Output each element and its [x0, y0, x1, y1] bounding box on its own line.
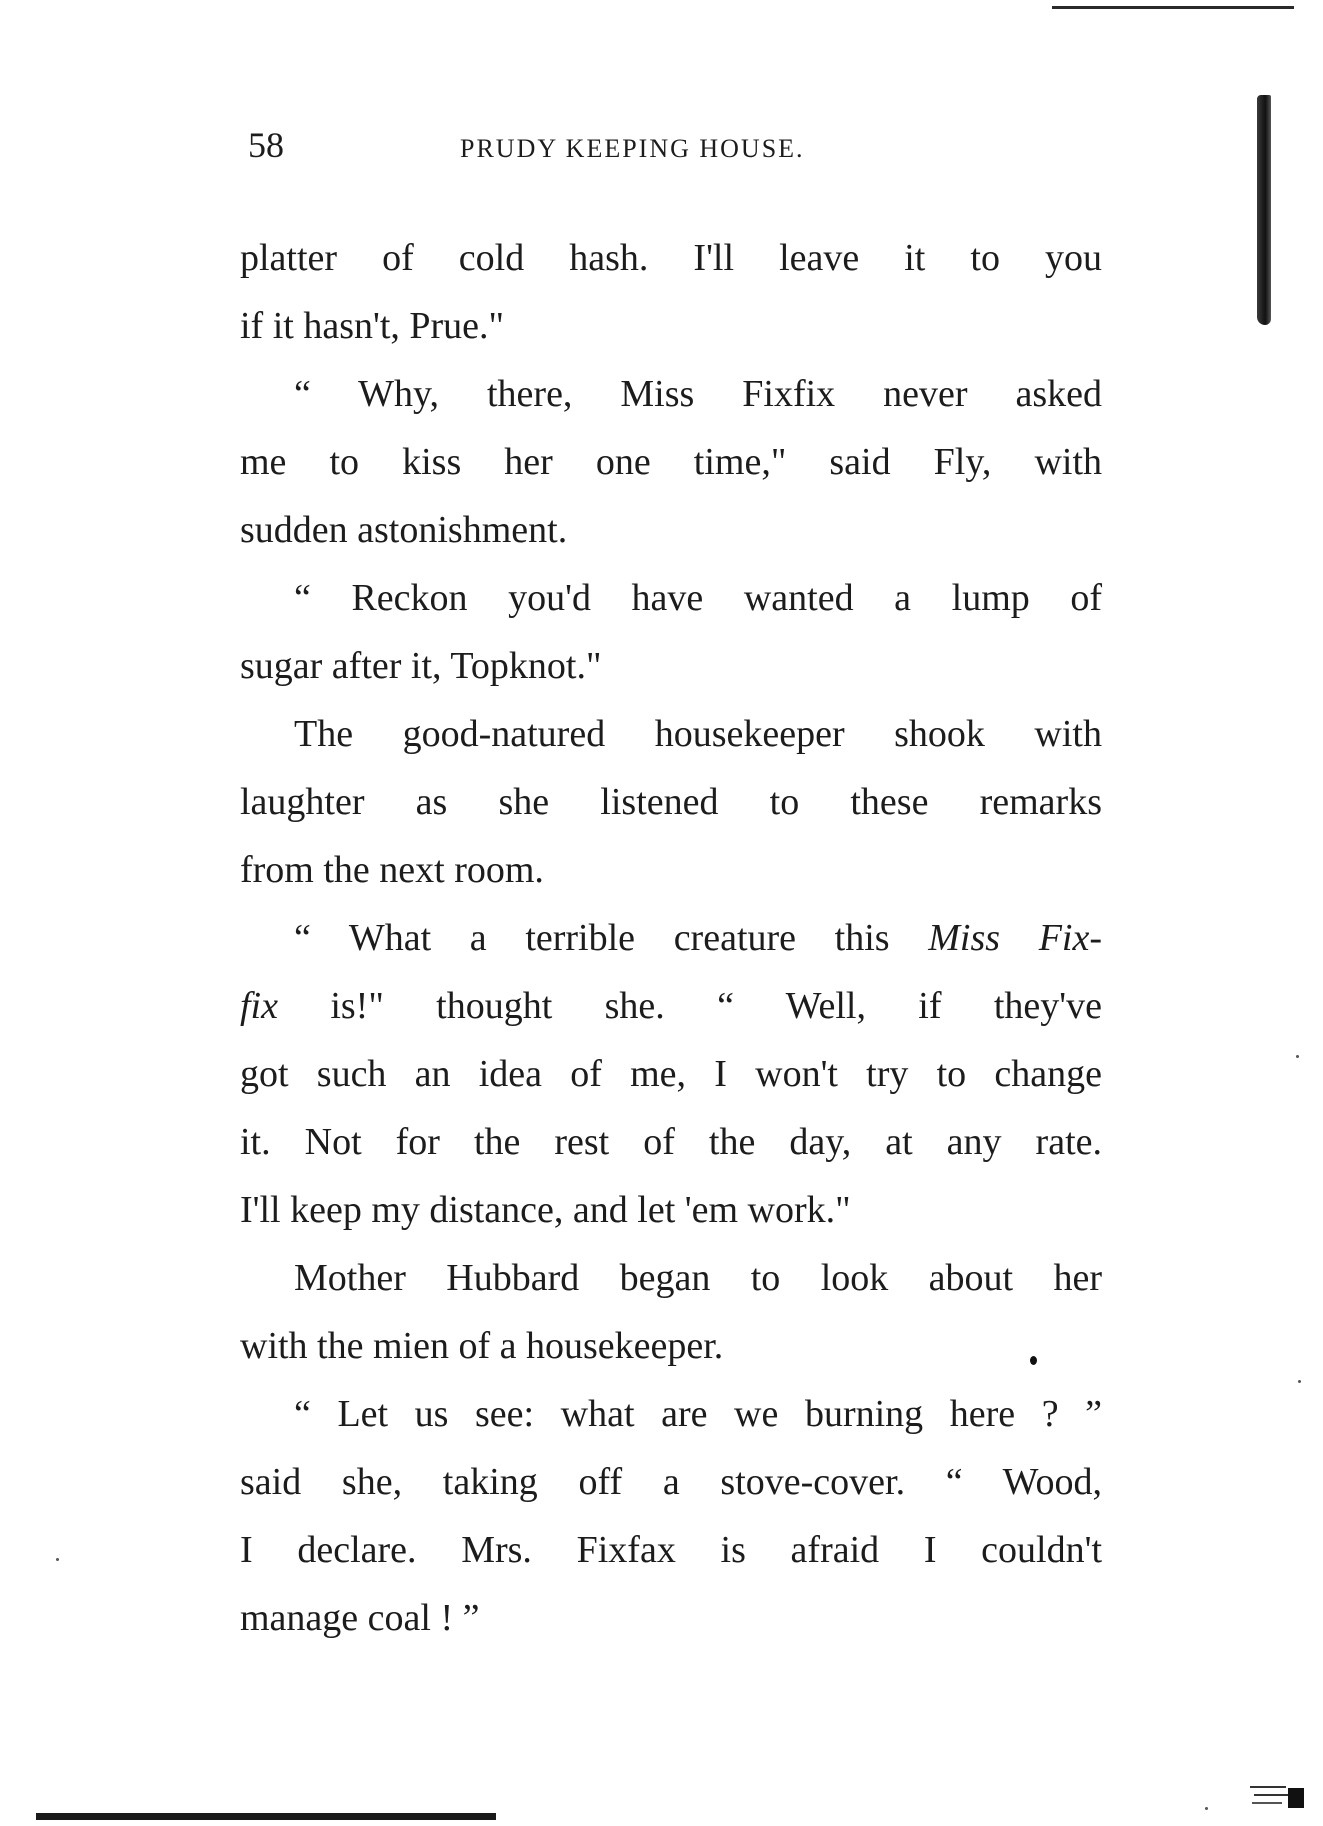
text-line: platter of cold hash. I'll leave it to you [240, 237, 1102, 279]
page-header [248, 120, 1108, 170]
paragraph [240, 360, 1102, 564]
text-line: with the mien of a housekeeper. [240, 1325, 724, 1367]
text-line: The good-natured housekeeper shook with [294, 713, 1102, 755]
text-run: “ What a terrible creature this [294, 917, 929, 959]
text-line: said she, taking off a stove-cover. “ Wood, [240, 1461, 1102, 1503]
text-line: “ Why, there, Miss Fixfix never asked [294, 373, 1102, 415]
italic-name: Miss Fix- [928, 917, 1102, 959]
paragraph [240, 700, 1102, 904]
text-line: got such an idea of me, I won't try to change [240, 1053, 1102, 1095]
bottom-edge-rule [36, 1813, 496, 1820]
paragraph [240, 1244, 1102, 1380]
paper-speck [1205, 1807, 1208, 1810]
paragraph [240, 904, 1102, 1244]
text-line: it. Not for the rest of the day, at any rate. [240, 1121, 1102, 1163]
text-line [240, 904, 1102, 972]
italic-name: fix [240, 985, 278, 1027]
text-line: me to kiss her one time," said Fly, with [240, 441, 1102, 483]
text-line: “ Let us see: what are we burning here ? ” [294, 1393, 1102, 1435]
paper-speck [1296, 1055, 1299, 1058]
text-line: I declare. Mrs. Fixfax is afraid I couldn't [240, 1529, 1102, 1571]
page-edge-shadow [1257, 95, 1271, 325]
text-line [240, 972, 1102, 1040]
text-run: is!" thought she. “ Well, if they've [277, 985, 1102, 1027]
body-text [240, 224, 1102, 1652]
paragraph [240, 1380, 1102, 1652]
paper-speck [56, 1558, 59, 1561]
paper-speck [1298, 1380, 1301, 1383]
text-line: sugar after it, Topknot." [240, 645, 602, 687]
top-edge-rule [1052, 6, 1294, 9]
text-line: if it hasn't, Prue." [240, 305, 505, 347]
paragraph [240, 564, 1102, 700]
corner-scan-artifact [1248, 1778, 1308, 1812]
text-line: manage coal ! ” [240, 1597, 480, 1639]
text-line: from the next room. [240, 849, 544, 891]
page-number: 58 [248, 125, 284, 165]
text-line: laughter as she listened to these remarks [240, 781, 1102, 823]
text-line: Mother Hubbard began to look about her [294, 1257, 1102, 1299]
running-title: PRUDY KEEPING HOUSE. [460, 134, 805, 163]
text-line: “ Reckon you'd have wanted a lump of [294, 577, 1102, 619]
ink-blot [1030, 1356, 1037, 1365]
text-line: I'll keep my distance, and let 'em work." [240, 1189, 851, 1231]
paragraph [240, 224, 1102, 360]
text-line: sudden astonishment. [240, 509, 568, 551]
